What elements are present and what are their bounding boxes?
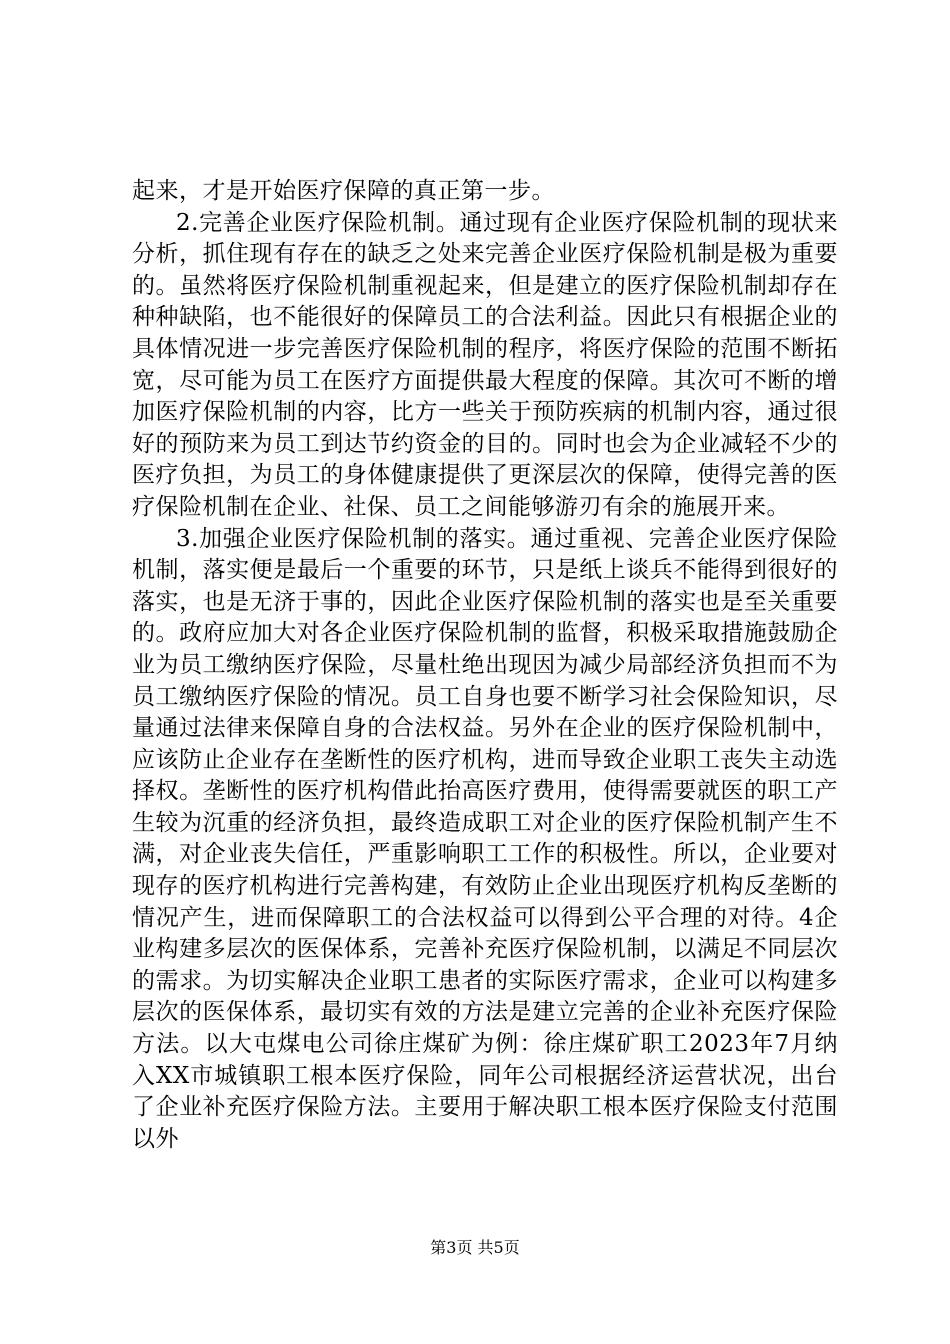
body-text <box>132 176 838 1155</box>
paragraph-item-2: 2.完善企业医疗保险机制。通过现有企业医疗保险机制的现状来分析，抓住现有存在的缺乏之处来完善企业医疗保险机制是极为重要的。虽然将医疗保险机制重视起来，但是建立的医疗保险机制却存在种种缺陷，也不能很好的保障员工的合法利益。因此只有根据企业的具体情况进一步完善医疗保险机制的程序，将医疗保险的范围不断拓宽，尽可能为员工在医疗方面提供最大程度的保障。其次可不断的增加医疗保险机制的内容，比方一些关于预防疾病的机制内容，通过很好的预防来为员工到达节约资金的目的。同时也会为企业减轻不少的医疗负担，为员工的身体健康提供了更深层次的保障，使得完善的医疗保险机制在企业、社保、员工之间能够游刃有余的施展开来。 <box>132 209 838 520</box>
paragraph-continuation: 起来，才是开始医疗保障的真正第一步。 <box>132 178 555 204</box>
paragraph-item-3: 3.加强企业医疗保险机制的落实。通过重视、完善企业医疗保险机制，落实便是最后一个重要的环节，只是纸上谈兵不能得到很好的落实，也是无济于事的，因此企业医疗保险机制的落实也是至关重要的。政府应加大对各企业医疗保险机制的监督，积极采取措施鼓励企业为员工缴纳医疗保险，尽量杜绝出现因为减少局部经济负担而不为员工缴纳医疗保险的情况。员工自身也要不断学习社会保险知识，尽量通过法律来保障自身的合法权益。另外在企业的医疗保险机制中，应该防止企业存在垄断性的医疗机构，进而导致企业职工丧失主动选择权。垄断性的医疗机构借此抬高医疗费用，使得需要就医的职工产生较为沉重的经济负担，最终造成职工对企业的医疗保险机制产生不满，对企业丧失信任，严重影响职工工作的积极性。所以，企业要对现存的医疗机构进行完善构建，有效防止企业出现医疗机构反垄断的情况产生，进而保障职工的合法权益可以得到公平合理的对待。4企业构建多层次的医保体系，完善补充医疗保险机制，以满足不同层次的需求。为切实解决企业职工患者的实际医疗需求，企业可以构建多层次的医保体系，最切实有效的方法是建立完善的企业补充医疗保险方法。以大屯煤电公司徐庄煤矿为例：徐庄煤矿职工2023年7月纳入XX市城镇职工根本医疗保险，同年公司根据经济运营状况，出台了企业补充医疗保险方法。主要用于解决职工根本医疗保险支付范围以外 <box>132 525 838 1152</box>
page-footer: 第3页 共5页 <box>430 1238 520 1257</box>
